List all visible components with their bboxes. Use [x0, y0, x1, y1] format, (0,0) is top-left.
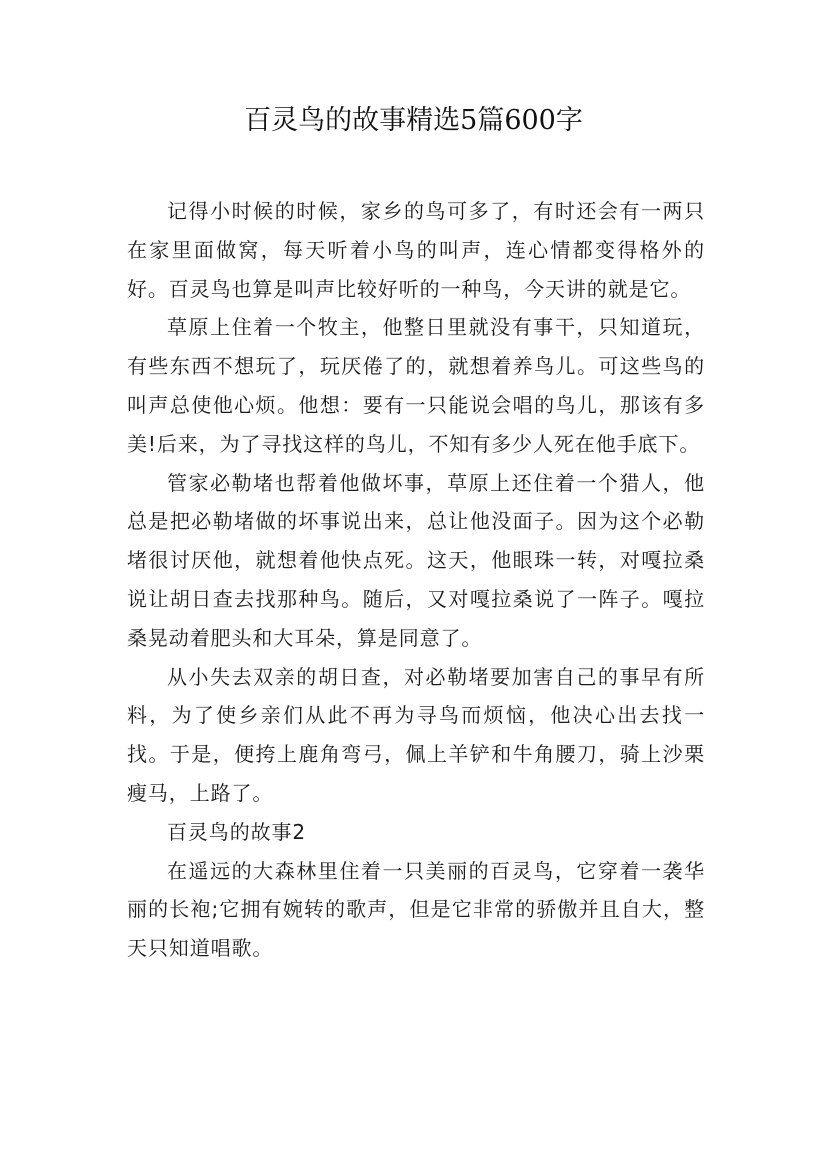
- paragraph: 草原上住着一个牧主，他整日里就没有事干，只知道玩，有些东西不想玩了，玩厌倦了的，就想着养鸟儿。可这些鸟的叫声总使他心烦。他想：要有一只能说会唱的鸟儿，那该有多美!后来，为了寻找这样的鸟儿，不知有多少人死在他手底下。: [127, 315, 705, 456]
- document-title: 百灵鸟的故事精选5篇600字: [244, 105, 583, 136]
- paragraph: 在遥远的大森林里住着一只美丽的百灵鸟，它穿着一袭华丽的长袍;它拥有婉转的歌声，但是它非常的骄傲并且自大，整天只知道唱歌。: [127, 858, 705, 961]
- section-subheading: 百灵鸟的故事2: [167, 819, 307, 844]
- paragraph: 从小失去双亲的胡日查，对必勒堵要加害自己的事早有所料，为了使乡亲们从此不再为寻鸟而烦恼，他决心出去找一找。于是，便挎上鹿角弯弓，佩上羊铲和牛角腰刀，骑上沙栗瘦马，上路了。: [127, 664, 705, 805]
- document-body: [127, 192, 705, 968]
- paragraph: 记得小时候的时候，家乡的鸟可多了，有时还会有一两只在家里面做窝，每天听着小鸟的叫声，连心情都变得格外的好。百灵鸟也算是叫声比较好听的一种鸟，今天讲的就是它。: [127, 199, 705, 301]
- paragraph: 管家必勒堵也帮着他做坏事，草原上还住着一个猎人，他总是把必勒堵做的坏事说出来，总让他没面子。因为这个必勒堵很讨厌他，就想着他快点死。这天，他眼珠一转，对嘎拉桑说让胡日查去找那种鸟。随后，又对嘎拉桑说了一阵子。嘎拉桑晃动着肥头和大耳朵，算是同意了。: [127, 470, 705, 650]
